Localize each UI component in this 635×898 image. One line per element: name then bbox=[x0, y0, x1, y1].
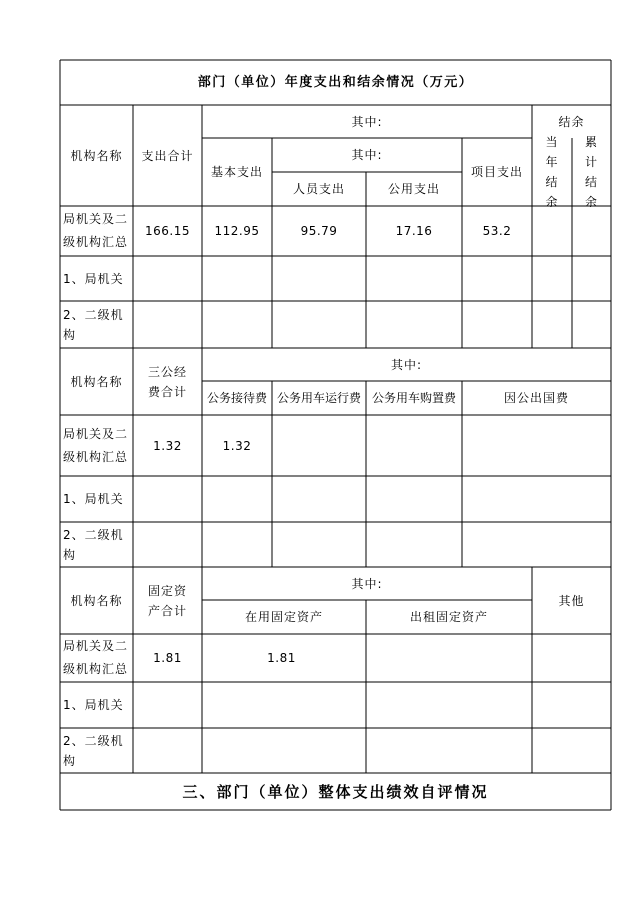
table3-row2-other bbox=[532, 682, 611, 728]
table1-header-personnel: 人员支出 bbox=[292, 182, 345, 196]
table3-header-total: 固定资产合计 bbox=[147, 583, 187, 618]
table1-row3-current bbox=[532, 301, 572, 348]
table3-row2-total bbox=[133, 682, 202, 728]
table3-row1-total: 1.81 bbox=[153, 651, 182, 665]
table1-row3-total bbox=[133, 301, 202, 348]
table1-row3-personnel bbox=[272, 301, 366, 348]
table1-row2-name: 1、局机关 bbox=[63, 271, 124, 286]
table3-row1-rented bbox=[366, 634, 532, 682]
table2-row2-reception bbox=[202, 476, 272, 522]
table2-header-vehicle-buy: 公务用车购置费 bbox=[371, 391, 456, 405]
table1-row3-basic bbox=[202, 301, 272, 348]
table3-row2-rented bbox=[366, 682, 532, 728]
table2-row1-vehicle-run bbox=[272, 415, 366, 476]
table2-row1-abroad bbox=[462, 415, 611, 476]
table2-row2-abroad bbox=[462, 476, 611, 522]
table3-row1-in-use: 1.81 bbox=[267, 651, 296, 665]
table3-row1-name: 局机关及二级机构汇总 bbox=[63, 639, 129, 676]
table1-header-project: 项目支出 bbox=[470, 165, 523, 179]
table1-header-current-balance: 当年结余 bbox=[545, 135, 559, 209]
table3-header-rented: 出租固定资产 bbox=[409, 610, 488, 624]
table1-row1-cumulative bbox=[572, 206, 611, 256]
table1-row2-cumulative bbox=[572, 256, 611, 301]
table2-row1-vehicle-buy bbox=[366, 415, 462, 476]
table1-row1-project: 53.2 bbox=[482, 224, 512, 238]
table1-row1-name: 局机关及二级机构汇总 bbox=[63, 212, 129, 249]
table1-header-public: 公用支出 bbox=[387, 182, 440, 196]
table1-row3-project bbox=[462, 301, 532, 348]
table2-row3-reception bbox=[202, 522, 272, 567]
table1-row3-name: 2、二级机构 bbox=[63, 307, 124, 342]
table1-header-total: 支出合计 bbox=[141, 148, 194, 163]
table1-header-of-which2: 其中: bbox=[351, 148, 383, 162]
table3-row3-total bbox=[133, 728, 202, 773]
table1-row1-basic: 112.95 bbox=[214, 224, 260, 238]
table1-row1-personnel: 95.79 bbox=[300, 224, 338, 238]
table2-row1-reception: 1.32 bbox=[222, 438, 252, 453]
table1-row3-cumulative bbox=[572, 301, 611, 348]
table3-row3-name: 2、二级机构 bbox=[63, 733, 124, 768]
table2-row2-name: 1、局机关 bbox=[63, 492, 124, 506]
table2-row1-name: 局机关及二级机构汇总 bbox=[63, 426, 129, 464]
table3-header-other: 其他 bbox=[558, 593, 585, 608]
table1-row1-total: 166.15 bbox=[145, 224, 190, 238]
table1-header-of-which: 其中: bbox=[351, 114, 383, 129]
table1-row2-personnel bbox=[272, 256, 366, 301]
table1-row1-public: 17.16 bbox=[395, 224, 433, 238]
table3-row3-other bbox=[532, 728, 611, 773]
table2-header-vehicle-run: 公务用车运行费 bbox=[276, 391, 361, 405]
section-heading: 三、部门（单位）整体支出绩效自评情况 bbox=[182, 782, 489, 801]
table1-row1-current bbox=[532, 206, 572, 256]
table2-header-abroad: 因公出国费 bbox=[503, 391, 569, 405]
table1-row2-current bbox=[532, 256, 572, 301]
table3-row3-in-use bbox=[202, 728, 366, 773]
table2-row2-total bbox=[133, 476, 202, 522]
table2-row2-vehicle-buy bbox=[366, 476, 462, 522]
table1-header-org-name: 机构名称 bbox=[70, 148, 123, 163]
table3-header-of-which: 其中: bbox=[351, 576, 383, 591]
table1-title: 部门（单位）年度支出和结余情况（万元） bbox=[197, 74, 474, 90]
table2-header-org-name: 机构名称 bbox=[70, 374, 123, 389]
table2-row3-vehicle-buy bbox=[366, 522, 462, 567]
table1-row2-basic bbox=[202, 256, 272, 301]
table2-row2-vehicle-run bbox=[272, 476, 366, 522]
table1-row3-public bbox=[366, 301, 462, 348]
table3-row2-in-use bbox=[202, 682, 366, 728]
table3-row2-name: 1、局机关 bbox=[63, 698, 124, 712]
table1-header-balance: 结余 bbox=[558, 114, 585, 129]
table3-header-in-use: 在用固定资产 bbox=[244, 610, 323, 624]
table3-row1-other bbox=[532, 634, 611, 682]
table1-row2-total bbox=[133, 256, 202, 301]
table2-header-reception: 公务接待费 bbox=[206, 391, 267, 405]
table1-header-cumulative-balance: 累计结余 bbox=[584, 135, 598, 209]
table2-row3-total bbox=[133, 522, 202, 567]
table3-header-org-name: 机构名称 bbox=[70, 593, 123, 608]
table1-header-basic: 基本支出 bbox=[210, 165, 263, 179]
table1-row2-project bbox=[462, 256, 532, 301]
table1-row2-public bbox=[366, 256, 462, 301]
table3-row3-rented bbox=[366, 728, 532, 773]
table2-row3-abroad bbox=[462, 522, 611, 567]
table2-row3-vehicle-run bbox=[272, 522, 366, 567]
table2-row1-total: 1.32 bbox=[153, 438, 182, 453]
table2-row3-name: 2、二级机构 bbox=[63, 527, 124, 562]
table2-header-total: 三公经费合计 bbox=[147, 364, 187, 399]
table2-header-of-which: 其中: bbox=[390, 357, 423, 372]
